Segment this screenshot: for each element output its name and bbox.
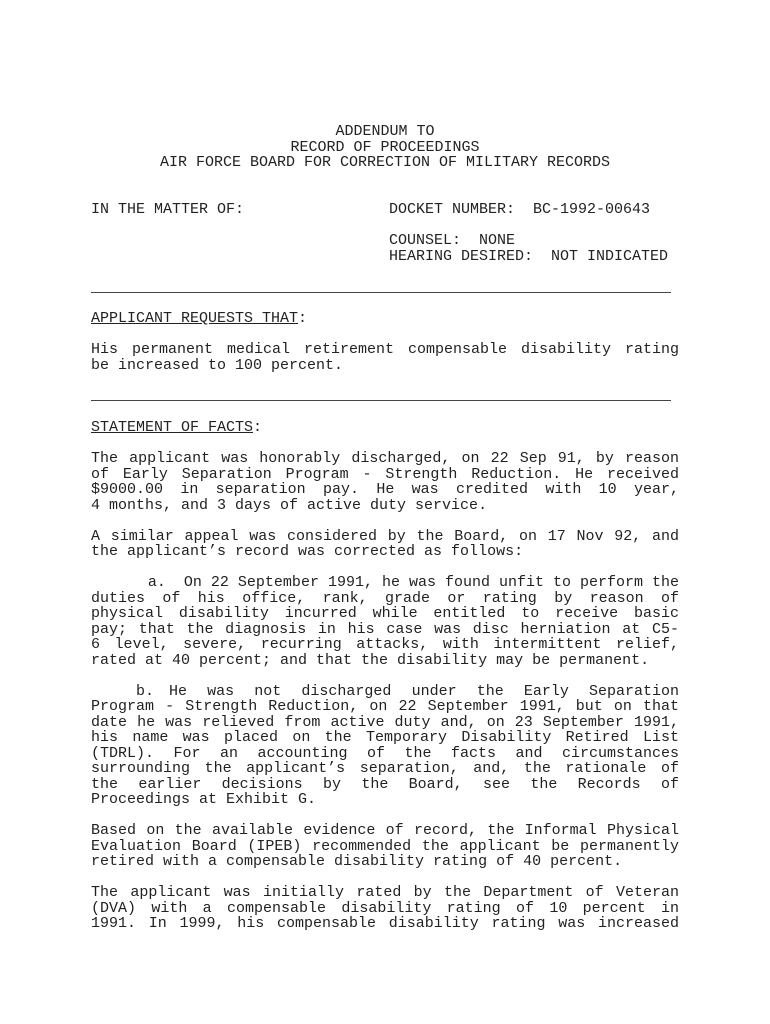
text-line: A similar appeal was considered by the Board, on 17 Nov 92, and <box>91 527 679 545</box>
header-line: RECORD OF PROCEEDINGS <box>290 138 480 156</box>
colon: : <box>298 310 308 327</box>
header-line: AIR FORCE BOARD FOR CORRECTION OF MILITARY RECORDS <box>159 154 611 171</box>
divider <box>91 400 671 401</box>
text-line: retired with a compensable disability rating of 40 percent. <box>91 853 623 870</box>
text-line: duties of his office, rank, grade or rating by reason of <box>91 589 679 607</box>
text-line: His permanent medical retirement compensable disability rating <box>91 341 679 358</box>
hearing-desired: HEARING DESIRED: NOT INDICATED <box>389 247 669 265</box>
text-line: $9000.00 in separation pay. He was credited with 10 year, <box>91 481 679 498</box>
text-line: Proceedings at Exhibit G. <box>91 791 317 808</box>
text-line: Program - Strength Reduction, on 22 September 1991, but on that <box>91 698 679 715</box>
text-line: Based on the available evidence of record, the Informal Physical <box>91 822 679 839</box>
text-line: b. He was not discharged under the Early Separation <box>91 682 679 700</box>
text-line: 6 level, severe, recurring attacks, with intermittent relief, <box>91 636 679 653</box>
text-line: of Early Separation Program - Strength Reduction. He received <box>91 465 679 483</box>
requests-section <box>91 311 679 373</box>
facts-section <box>91 420 679 932</box>
text-line: a. On 22 September 1991, he was found unfit to perform the <box>102 574 679 591</box>
section-heading: APPLICANT REQUESTS THAT <box>91 310 299 327</box>
text-line: The applicant was initially rated by the Department of Veteran <box>91 884 679 901</box>
text-line: The applicant was honorably discharged, on 22 Sep 91, by reason <box>91 450 679 467</box>
text-line: 4 months, and 3 days of active duty service. <box>91 496 488 514</box>
text-line: be increased to 100 percent. <box>91 356 344 374</box>
matter-label-text: IN THE MATTER OF: <box>91 201 245 218</box>
header-line: ADDENDUM TO <box>335 123 435 140</box>
text-line: (TDRL). For an accounting of the facts and circumstances <box>91 744 679 762</box>
text-line: his name was placed on the Temporary Disability Retired List <box>91 729 679 746</box>
text-line: date he was relieved from active duty and, on 23 September 1991, <box>91 713 679 731</box>
text-line: the earlier decisions by the Board, see the Records of <box>91 775 679 793</box>
text-line: physical disability incurred while entitled to receive basic <box>91 605 679 622</box>
document-header <box>91 124 679 171</box>
text-line: (DVA) with a compensable disability rating of 10 percent in <box>91 899 679 917</box>
counsel: COUNSEL: NONE <box>389 232 516 249</box>
divider <box>91 292 671 293</box>
section-heading: STATEMENT OF FACTS <box>91 419 254 436</box>
colon: : <box>253 419 263 436</box>
text-line: pay; that the diagnosis in his case was disc herniation at C5- <box>91 620 679 638</box>
text-line: the applicant’s record was corrected as follows: <box>91 543 524 560</box>
text-line: 1991. In 1999, his compensable disability rating was increased <box>91 915 679 932</box>
text-line: Evaluation Board (IPEB) recommended the applicant be permanently <box>91 837 679 855</box>
text-line-rest: He was not discharged under the Early Separation <box>169 682 679 700</box>
case-info <box>389 202 689 264</box>
text-line: rated at 40 percent; and that the disability may be permanent. <box>91 651 650 669</box>
text-line: surrounding the applicant’s separation, and, the rationale of <box>91 760 679 777</box>
docket-number: DOCKET NUMBER: BC-1992-00643 <box>389 201 651 218</box>
